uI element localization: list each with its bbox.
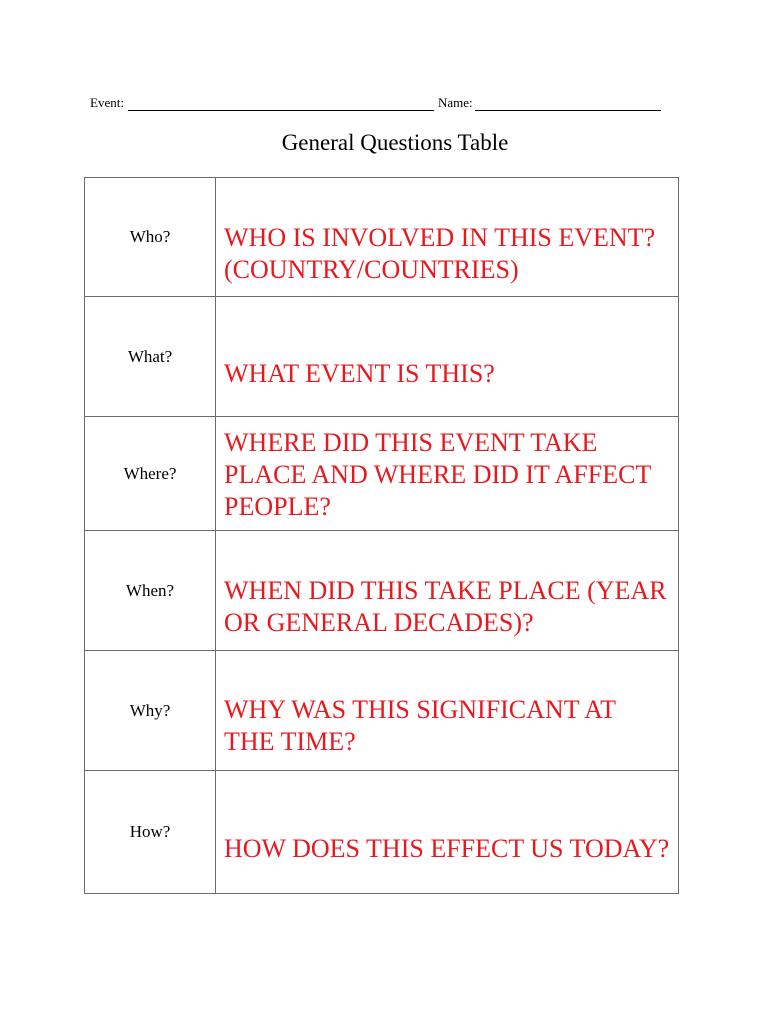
table-row [85, 771, 679, 894]
table-row [85, 651, 679, 771]
page-title: General Questions Table [281, 130, 509, 155]
question-label: What? [85, 297, 216, 417]
table-row [85, 178, 679, 297]
table-row [85, 417, 679, 531]
name-blank-line[interactable] [475, 97, 661, 111]
header-fields [90, 95, 680, 111]
event-label: Event: [90, 95, 124, 110]
name-label: Name: [437, 95, 473, 110]
answer-cell: WHO IS INVOLVED IN THIS EVENT? (COUNTRY/COUNTRIES) [216, 178, 679, 297]
table-row [85, 531, 679, 651]
event-blank-line[interactable] [128, 97, 434, 111]
answer-cell: WHEN DID THIS TAKE PLACE (YEAR OR GENERAL DECADES)? [216, 531, 679, 651]
answer-cell: HOW DOES THIS EFFECT US TODAY? [216, 771, 679, 894]
answer-cell: WHY WAS THIS SIGNIFICANT AT THE TIME? [216, 651, 679, 771]
table-row [85, 297, 679, 417]
question-label: How? [85, 771, 216, 894]
answer-cell: WHERE DID THIS EVENT TAKE PLACE AND WHERE DID IT AFFECT PEOPLE? [216, 417, 679, 531]
question-label: Where? [85, 417, 216, 531]
questions-table [84, 177, 679, 894]
question-label: Who? [85, 178, 216, 297]
answer-cell: WHAT EVENT IS THIS? [216, 297, 679, 417]
question-label: Why? [85, 651, 216, 771]
question-label: When? [85, 531, 216, 651]
